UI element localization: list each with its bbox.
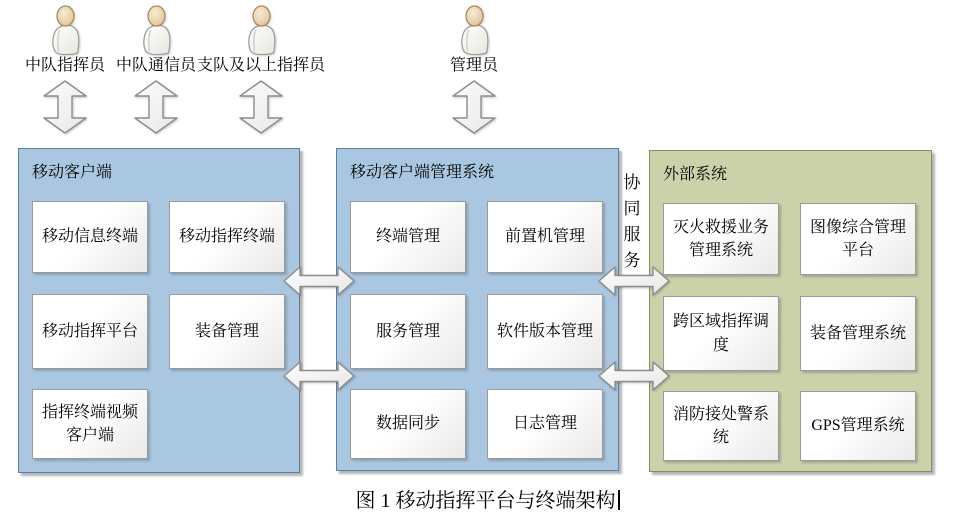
actor-label: 管理员 xyxy=(449,57,498,74)
actor-detachment-commander xyxy=(181,5,341,134)
cooperation-service-label: 协同服务 xyxy=(623,173,641,270)
actor-label: 中队指挥员 xyxy=(24,57,105,74)
figure-caption xyxy=(0,484,975,513)
panel-external-systems xyxy=(649,150,932,472)
module-box-data-sync: 数据同步 xyxy=(350,389,466,459)
module-box-cross-region-command-dispatch: 跨区域指挥调度 xyxy=(663,296,779,371)
double-arrow-horizontal-icon xyxy=(283,266,355,296)
panel-title: 移动客户端 xyxy=(32,164,113,181)
module-box-gps-management-system: GPS管理系统 xyxy=(800,391,916,461)
module-box-firefighting-rescue-business-system: 灭火救援业务管理系统 xyxy=(663,203,779,275)
actor-administrator xyxy=(394,5,554,134)
person-icon xyxy=(454,5,494,55)
module-box-mobile-command-terminal: 移动指挥终端 xyxy=(169,201,285,273)
module-box-equipment-management-system: 装备管理系统 xyxy=(800,296,916,371)
person-icon xyxy=(136,5,176,55)
module-box-front-end-processor-management: 前置机管理 xyxy=(487,201,603,273)
double-arrow-horizontal-icon xyxy=(598,266,670,296)
actor-label: 中队通信员 xyxy=(115,57,196,74)
double-arrow-vertical-icon xyxy=(134,80,178,134)
module-box-equipment-management: 装备管理 xyxy=(169,294,285,369)
module-box-image-integrated-management-platform: 图像综合管理平台 xyxy=(800,203,916,275)
panel-title: 移动客户端管理系统 xyxy=(350,164,495,181)
module-box-software-version-management: 软件版本管理 xyxy=(487,294,603,369)
panel-title: 外部系统 xyxy=(663,166,728,183)
double-arrow-vertical-icon xyxy=(239,80,283,134)
module-box-command-terminal-video-client: 指挥终端视频客户端 xyxy=(32,389,148,459)
panel-management-system xyxy=(336,148,619,471)
figure-caption-text: 图 1 移动指挥平台与终端架构 xyxy=(355,490,616,512)
panel-mobile-client xyxy=(18,148,300,473)
module-box-mobile-info-terminal: 移动信息终端 xyxy=(32,201,148,273)
text-caret xyxy=(618,490,620,510)
double-arrow-horizontal-icon xyxy=(283,361,355,391)
double-arrow-vertical-icon xyxy=(452,80,496,134)
module-box-service-management: 服务管理 xyxy=(350,294,466,369)
module-box-log-management: 日志管理 xyxy=(487,389,603,459)
module-box-terminal-management: 终端管理 xyxy=(350,201,466,273)
module-box-fire-alarm-dispatch-system: 消防接处警系统 xyxy=(663,391,779,461)
actor-label: 支队及以上指挥员 xyxy=(196,57,325,74)
module-box-mobile-command-platform: 移动指挥平台 xyxy=(32,294,148,369)
double-arrow-horizontal-icon xyxy=(598,361,670,391)
person-icon xyxy=(241,5,281,55)
